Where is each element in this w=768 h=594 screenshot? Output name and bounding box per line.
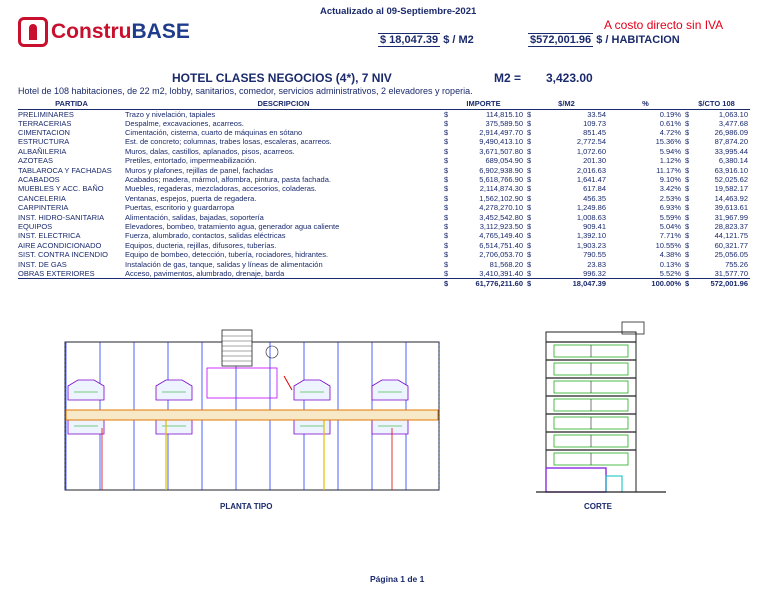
cell-currency-symbol: $ (685, 259, 690, 269)
cell-pct: 0.61% (659, 118, 682, 128)
total-m2: 18,047.39 (533, 278, 608, 288)
cell-m2: 996.32 (583, 268, 607, 278)
cell-descripcion: Despalme, excavaciones, acarreos. (125, 118, 244, 128)
cell-currency-symbol: $ (444, 128, 449, 138)
cell-partida: AZOTEAS (18, 156, 54, 166)
total-blank (125, 278, 442, 288)
cost-per-m2-value: $ 18,047.39 (380, 34, 439, 46)
budget-table (18, 99, 750, 288)
cell-importe: 3,671,507.80 (479, 146, 524, 156)
cell-m2: 23.83 (587, 259, 607, 269)
cell-currency-symbol: $ (527, 268, 532, 278)
cell-currency-symbol: $ (685, 118, 690, 128)
cell-currency-symbol: $ (685, 268, 690, 278)
cell-pct: 7.71% (659, 231, 682, 241)
cell-partida: OBRAS EXTERIORES (18, 268, 95, 278)
table-total-row (18, 278, 750, 288)
cell-pct: 9.10% (659, 175, 682, 185)
cell-currency-symbol: $ (444, 137, 449, 147)
cell-partida: AIRE ACONDICIONADO (18, 240, 102, 250)
cell-descripcion: Muebles, regaderas, mezcladoras, accesorios, coladeras. (125, 184, 317, 194)
table-row (18, 147, 750, 156)
cell-partida: ESTRUCTURA (18, 137, 70, 147)
col-header-m2: $/M2 (525, 99, 608, 109)
cell-currency-symbol: $ (444, 118, 449, 128)
cell-partida: SIST. CONTRA INCENDIO (18, 250, 109, 260)
cost-per-m2-unit: $ / M2 (443, 34, 474, 46)
cell-m2: 790.55 (583, 250, 607, 260)
cell-importe: 2,914,497.70 (479, 128, 524, 138)
cell-pct: 5.04% (659, 221, 682, 231)
cell-importe: 1,562,102.90 (479, 193, 524, 203)
cell-currency-symbol: $ (685, 250, 690, 260)
cell-currency-symbol: $ (444, 165, 449, 175)
cell-descripcion: Pretiles, entortado, impermeabilización. (125, 156, 257, 166)
cell-pct: 15.36% (655, 137, 682, 147)
cell-currency-symbol: $ (444, 109, 449, 119)
table-row (18, 241, 750, 250)
table-row (18, 109, 750, 119)
table-row (18, 259, 750, 268)
cell-partida: CIMENTACION (18, 128, 70, 138)
cell-importe: 4,278,270.10 (479, 203, 524, 213)
cell-m2: 909.41 (583, 221, 607, 231)
cell-cto: 755.26 (725, 259, 749, 269)
cell-descripcion: Instalación de gas, tanque, salidas y líneas de alimentación (125, 259, 323, 269)
cell-currency-symbol: $ (685, 212, 690, 222)
cell-descripcion: Trazo y nivelación, tapiales (125, 109, 216, 119)
cell-importe: 6,514,751.40 (479, 240, 524, 250)
total-importe: 61,776,211.60 (450, 278, 525, 288)
cell-importe: 3,452,542.80 (479, 212, 524, 222)
cell-m2: 1,641.47 (576, 175, 607, 185)
cell-partida: ALBAÑILERIA (18, 146, 67, 156)
section-floors (546, 342, 636, 465)
cell-partida: MUEBLES Y ACC. BAÑO (18, 184, 104, 194)
cell-currency-symbol: $ (527, 109, 532, 119)
cost-per-room-value: $572,001.96 (530, 34, 592, 46)
cell-importe: 9,490,413.10 (479, 137, 524, 147)
table-row (18, 222, 750, 231)
cell-cto: 19,582.17 (714, 184, 749, 194)
cell-m2: 201.30 (583, 156, 607, 166)
cell-currency-symbol: $ (685, 203, 690, 213)
cell-importe: 375,589.50 (485, 118, 524, 128)
cell-pct: 4.72% (659, 128, 682, 138)
cell-currency-symbol: $ (685, 278, 690, 288)
cell-cto: 28,823.37 (714, 221, 749, 231)
table-row (18, 203, 750, 212)
cell-cto: 14,463.92 (714, 193, 749, 203)
cell-cto: 44,121.75 (714, 231, 749, 241)
cell-m2: 2,772.54 (576, 137, 607, 147)
cell-descripcion: Alimentación, salidas, bajadas, soportería (125, 212, 264, 222)
cell-importe: 2,114,874.30 (479, 184, 524, 194)
table-row (18, 165, 750, 174)
cell-currency-symbol: $ (685, 184, 690, 194)
section-drawing (536, 320, 666, 498)
cell-descripcion: Acabados; madera, mármol, alfombra, pintura, pasta fachada. (125, 175, 331, 185)
table-row (18, 128, 750, 137)
col-header-pct: % (608, 99, 683, 109)
cell-cto: 63,916.10 (714, 165, 749, 175)
cell-importe: 4,765,149.40 (479, 231, 524, 241)
cost-per-room-unit: $ / HABITACION (596, 34, 680, 46)
cell-currency-symbol: $ (527, 193, 532, 203)
cell-currency-symbol: $ (685, 175, 690, 185)
cell-importe: 3,112,923.50 (479, 221, 524, 231)
cell-currency-symbol: $ (444, 203, 449, 213)
cell-descripcion: Est. de concreto; columnas, trabes losas, escaleras, acarreos. (125, 137, 332, 147)
cell-currency-symbol: $ (444, 221, 449, 231)
cell-currency-symbol: $ (685, 240, 690, 250)
cell-currency-symbol: $ (527, 146, 532, 156)
cell-partida: INST. HIDRO-SANITARIA (18, 212, 105, 222)
page-number: Página 1 de 1 (370, 574, 425, 584)
table-header-row (18, 99, 750, 109)
cell-descripcion: Elevadores, bombeo, tratamiento agua, generador agua caliente (125, 221, 340, 231)
cell-pct: 5.59% (659, 212, 682, 222)
cell-currency-symbol: $ (527, 250, 532, 260)
cell-partida: TERRACERIAS (18, 118, 72, 128)
cell-pct: 6.93% (659, 203, 682, 213)
cell-cto: 60,321.77 (714, 240, 749, 250)
cell-partida: INST. ELECTRICA (18, 231, 81, 241)
cell-currency-symbol: $ (685, 128, 690, 138)
cell-currency-symbol: $ (444, 268, 449, 278)
logo-text-constru: Constru (51, 20, 132, 43)
table-row (18, 184, 750, 193)
cell-cto: 25,056.05 (714, 250, 749, 260)
m2-value: 3,423.00 (546, 71, 593, 85)
cell-descripcion: Equipos, ducteria, rejillas, difusores, tuberías. (125, 240, 277, 250)
cell-currency-symbol: $ (444, 184, 449, 194)
cell-partida: TABLAROCA Y FACHADAS (18, 165, 112, 175)
cell-currency-symbol: $ (685, 231, 690, 241)
cell-cto: 87,874.20 (714, 137, 749, 147)
cell-m2: 1,392.10 (576, 231, 607, 241)
updated-date: Actualizado al 09-Septiembre-2021 (320, 6, 477, 17)
logo-mark-icon (18, 17, 48, 47)
cell-cto: 3,477.68 (718, 118, 749, 128)
cell-currency-symbol: $ (685, 221, 690, 231)
cell-descripcion: Fuerza, alumbrado, contactos, salidas eléctricas (125, 231, 286, 241)
cell-pct: 5.52% (659, 268, 682, 278)
cell-cto: 52,025.62 (714, 175, 749, 185)
cell-importe: 114,815.10 (486, 109, 524, 119)
col-header-partida: PARTIDA (18, 99, 125, 109)
cell-currency-symbol: $ (527, 278, 532, 288)
cost-per-room (528, 34, 680, 46)
project-description: Hotel de 108 habitaciones, de 22 m2, lobby, sanitarios, comedor, servicios administrativos, 2 elevadores y roperia. (18, 86, 473, 96)
cell-descripcion: Equipo de bombeo, detección, tubería, rociadores, hidrantes. (125, 250, 329, 260)
cell-importe: 2,706,053.70 (479, 250, 524, 260)
cell-importe: 5,618,766.90 (479, 175, 524, 185)
table-row (18, 212, 750, 221)
cell-partida: ACABADOS (18, 175, 60, 185)
cost-per-m2 (378, 34, 474, 46)
cell-pct: 5.94% (659, 146, 682, 156)
cell-cto: 6,380.14 (718, 156, 749, 166)
total-blank (18, 278, 125, 288)
cell-currency-symbol: $ (527, 240, 532, 250)
cell-currency-symbol: $ (685, 193, 690, 203)
cell-m2: 109.73 (583, 118, 607, 128)
cell-currency-symbol: $ (527, 118, 532, 128)
col-header-descripcion: DESCRIPCION (125, 99, 442, 109)
cell-descripcion: Puertas, escritorio y guardarropa (125, 203, 235, 213)
cell-currency-symbol: $ (444, 240, 449, 250)
cell-currency-symbol: $ (527, 128, 532, 138)
project-title: HOTEL CLASES NEGOCIOS (4*), 7 NIV (172, 71, 392, 85)
plan-label: PLANTA TIPO (220, 502, 273, 511)
cell-importe: 81,568.20 (489, 259, 524, 269)
cell-m2: 617.84 (583, 184, 607, 194)
cell-importe: 689,054.90 (485, 156, 524, 166)
cell-descripcion: Cimentación, cisterna, cuarto de máquinas en sótano (125, 128, 303, 138)
cell-importe: 3,410,391.40 (479, 268, 524, 278)
cell-currency-symbol: $ (527, 212, 532, 222)
construbase-logo (18, 15, 208, 49)
cell-currency-symbol: $ (527, 203, 532, 213)
cell-currency-symbol: $ (444, 250, 449, 260)
cell-currency-symbol: $ (527, 137, 532, 147)
cell-pct: 10.55% (655, 240, 682, 250)
cell-pct: 2.53% (659, 193, 682, 203)
cell-m2: 1,903.23 (576, 240, 607, 250)
cell-currency-symbol: $ (444, 278, 449, 288)
cell-currency-symbol: $ (685, 109, 690, 119)
direct-cost-note: A costo directo sin IVA (604, 18, 724, 32)
table-row (18, 156, 750, 165)
cell-pct: 11.17% (656, 165, 682, 175)
total-cto: 572,001.96 (691, 278, 750, 288)
cell-currency-symbol: $ (444, 259, 449, 269)
cell-currency-symbol: $ (444, 212, 449, 222)
total-pct: 100.00% (608, 278, 683, 288)
cell-currency-symbol: $ (444, 156, 449, 166)
cell-cto: 26,986.09 (714, 128, 749, 138)
cell-m2: 1,249.86 (576, 203, 607, 213)
cell-cto: 39,613.61 (714, 203, 749, 213)
cell-pct: 0.19% (659, 109, 682, 119)
cell-descripcion: Muros, dalas, castillos, aplanados, pisos, acarreos. (125, 146, 295, 156)
cell-m2: 33.54 (587, 109, 607, 119)
col-header-cto: $/CTO 108 (683, 99, 750, 109)
cell-currency-symbol: $ (527, 165, 532, 175)
cell-currency-symbol: $ (685, 165, 690, 175)
cell-partida: CARPINTERIA (18, 203, 69, 213)
table-row (18, 269, 750, 279)
cell-currency-symbol: $ (527, 221, 532, 231)
cell-pct: 3.42% (659, 184, 682, 194)
cell-descripcion: Ventanas, espejos, puerta de regadera. (125, 193, 257, 203)
cell-m2: 1,072.60 (576, 146, 607, 156)
cell-partida: PRELIMINARES (18, 109, 74, 119)
cell-currency-symbol: $ (685, 156, 690, 166)
section-label: CORTE (584, 502, 612, 511)
cell-currency-symbol: $ (685, 146, 690, 156)
cell-cto: 33,995.44 (714, 146, 749, 156)
cell-pct: 4.38% (659, 250, 682, 260)
cell-currency-symbol: $ (527, 259, 532, 269)
m2-label: M2 = (494, 71, 522, 85)
table-row (18, 194, 750, 203)
cell-cto: 1,063.10 (718, 109, 749, 119)
cell-cto: 31,967.99 (714, 212, 749, 222)
cell-currency-symbol: $ (685, 137, 690, 147)
cell-currency-symbol: $ (444, 193, 449, 203)
cell-currency-symbol: $ (444, 231, 449, 241)
cell-descripcion: Muros y plafones, rejillas de panel, fachadas (125, 165, 274, 175)
cell-pct: 0.13% (659, 259, 682, 269)
cell-currency-symbol: $ (444, 146, 449, 156)
col-header-importe: IMPORTE (442, 99, 525, 109)
cell-partida: EQUIPOS (18, 221, 53, 231)
table-row (18, 250, 750, 259)
cell-importe: 6,902,938.90 (479, 165, 524, 175)
cell-currency-symbol: $ (527, 156, 532, 166)
cell-partida: CANCELERIA (18, 193, 66, 203)
cell-currency-symbol: $ (444, 175, 449, 185)
cell-m2: 1,008.63 (576, 212, 607, 222)
cell-m2: 2,016.63 (576, 165, 607, 175)
table-row (18, 231, 750, 240)
logo-text-base: BASE (131, 20, 190, 43)
cell-currency-symbol: $ (527, 231, 532, 241)
floor-plan-drawing (62, 328, 442, 498)
table-row (18, 119, 750, 128)
cell-cto: 31,577.70 (714, 268, 749, 278)
cell-pct: 1.12% (659, 156, 682, 166)
cell-currency-symbol: $ (527, 175, 532, 185)
table-row (18, 175, 750, 184)
table-row (18, 137, 750, 146)
cell-partida: INST. DE GAS (18, 259, 67, 269)
cell-descripcion: Acceso, pavimentos, alumbrado, drenaje, barda (125, 268, 285, 278)
cell-m2: 851.45 (583, 128, 607, 138)
cell-m2: 456.35 (583, 193, 607, 203)
cell-currency-symbol: $ (527, 184, 532, 194)
